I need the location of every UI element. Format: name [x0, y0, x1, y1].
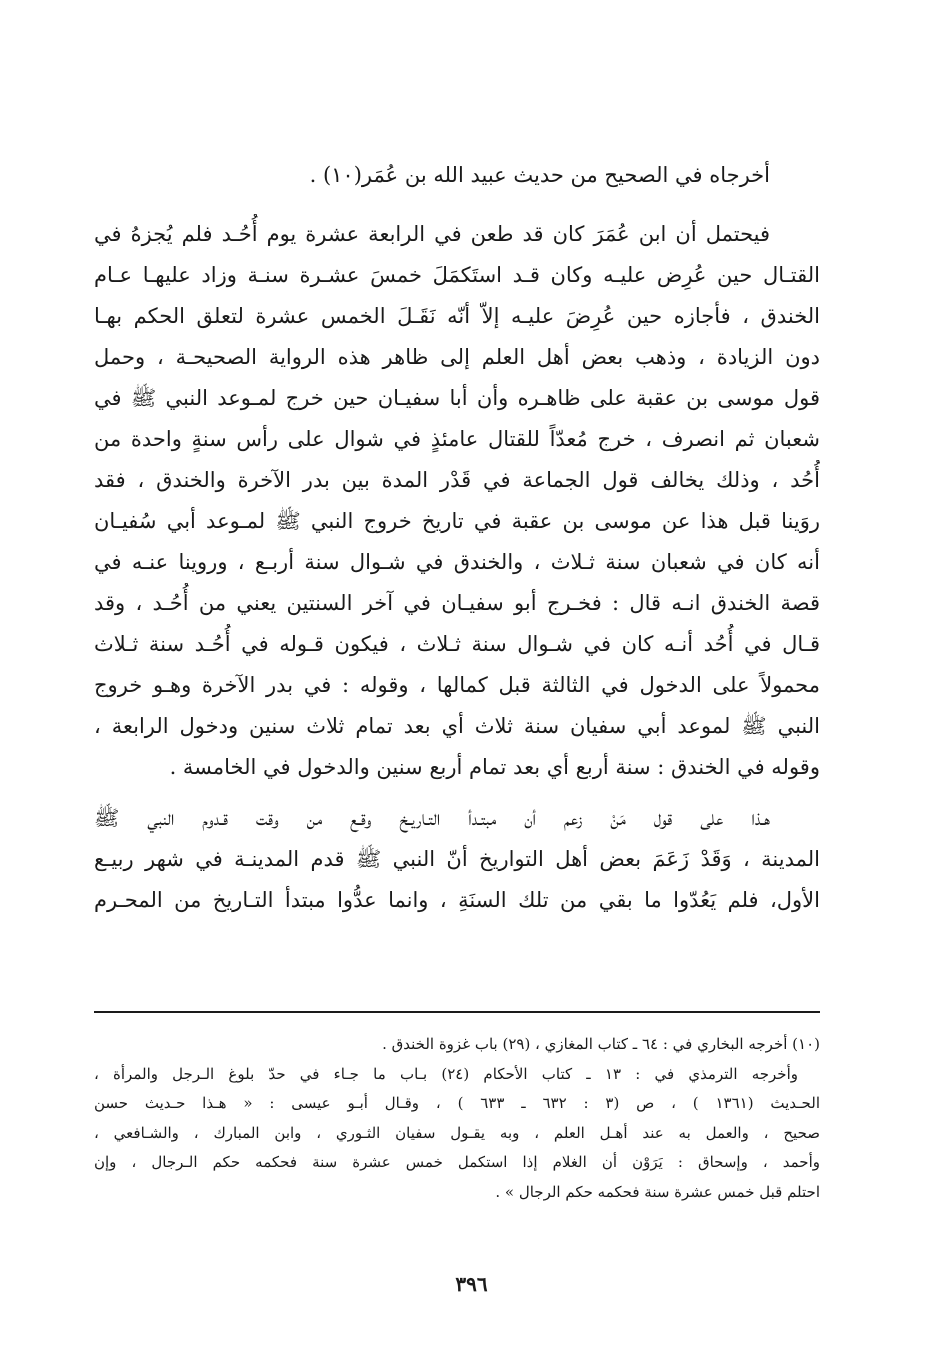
text-line: فيحتمل أن ابن عُمَرَ كان قد طعن في الرابعة عشرة يوم أُحُـد فلم يُجزهُ في: [94, 222, 770, 246]
text-line: روَينا قبل هذا عن موسى بن عقبة في تاريخ خروج النبي ﷺ لمـوعد أبي سُفيـان: [94, 509, 820, 533]
footnote-line: الحـديث (١٣٦١ ) ، ص (٣ : ٦٣٢ ـ ٦٣٣ ) ، وقـال أبـو عيسى : « هـذا حـديث حسن: [94, 1094, 820, 1112]
paragraph-2: [94, 798, 820, 921]
main-text: [94, 150, 820, 921]
text-line: القتـال حين عُرِض عليـه وكان قـد استَكمَلَ خمسَ عشـرة سنـة وزاد عليهـا عـام: [94, 263, 820, 287]
footnotes: [94, 1030, 820, 1207]
page-number: ٣٩٦: [455, 1272, 488, 1296]
footnote-line: (١٠) أخرجه البخاري في : ٦٤ ـ كتاب المغازي ، (٢٩) باب غزوة الخندق .: [382, 1035, 820, 1053]
text-line: دون الزيادة ، وذهب بعض أهل العلم إلى ظاهر هذه الرواية الصحيحـة ، وحمل: [94, 345, 820, 369]
text-line: قـال في أُحُد أنـه كان في شـوال سنة ثـلاث ، فيكون قـوله في أُحُـد سنة ثـلاث: [94, 632, 820, 656]
footnote-line: وأخرجه الترمذي في : ١٣ ـ كتاب الأحكام (٢٤) بـاب ما جـاء في حدّ بلوغ الـرجل والمرأة ،: [94, 1064, 798, 1083]
footnote-line: وأحمد ، وإسحاق : يَرَوْن أن الغلام إذا استكمل خمس عشرة سنة فحكمه حكم الـرجال ، وإن: [94, 1153, 820, 1171]
footnote-divider: [94, 1011, 820, 1013]
text-line: الأول، فلم يَعُدّوا ما بقي من تلك السنَةِ ، وانما عدُّوا مبتدأ التـاريخ من المحـرم: [94, 888, 820, 912]
text-line: النبي ﷺ لموعد أبي سفيان سنة ثلاث أي بعد تمام ثلاث سنين ودخول الرابعة ،: [94, 714, 820, 738]
footnote-line: احتلم قبل خمس عشرة سنة فحكمه حكم الرجال » .: [495, 1182, 820, 1201]
text-line: هـذا على قول مَنْ زعم أن مبتـدأ التـاريـخ وقـع من وقت قـدوم النبي ﷺ: [94, 806, 770, 830]
text-line: شعبان ثم انصرف ، خرج مُعدّاً للقتال عامئذٍ في شوال على رأس سنةٍ واحدة من: [94, 427, 820, 451]
text-line: الخندق ، فأجازه حين عُرِضَ عليـه إلاّ أنّه نَقَـلَ الخمس عشرة لتعلق الحكم بهـا: [94, 304, 820, 328]
footnote-line: صحيح ، والعمل به عند أهـل العلم ، وبه يقـول سفيان الثـوري ، وابن المبارك ، والشـافعي ،: [94, 1123, 820, 1142]
text-line: قول موسى بن عقبة على ظاهـره وأن أبا سفيـان حين خرج لمـوعد النبي ﷺ في: [94, 386, 820, 410]
paragraph-1: [94, 214, 820, 788]
text-line: قصة الخندق انـه قال : فخـرج أبو سفيـان في آخر السنتين يعني من أُحُـد ، وقد: [94, 591, 820, 615]
text-line: محمولاً على الدخول في الثالثة قبل كمالها ، وقوله : في بدر الآخرة وهـو خروج: [94, 673, 820, 697]
text-line: وقوله في الخندق : سنة أربع أي بعد تمام أربع سنين والدخول في الخامسة .: [169, 755, 820, 779]
text-line: أُحُد ، وذلك يخالف قول الجماعة في قَدْر المدة بين بدر الآخرة والخندق ، فقد: [94, 468, 820, 492]
text-line: أنه كان في شعبان سنة ثـلاث ، والخندق في شـوال سنة أربـع ، وروينا عنـه في: [94, 550, 820, 574]
intro-line: أخرجاه في الصحيح من حديث عبيد الله بن عُمَر(١٠) .: [309, 163, 770, 187]
text-line: المدينة ، وَقَدْ زَعَمَ بعض أهل التواريخ أنّ النبي ﷺ قدم المدينـة في شهر ربيـع: [94, 847, 820, 871]
